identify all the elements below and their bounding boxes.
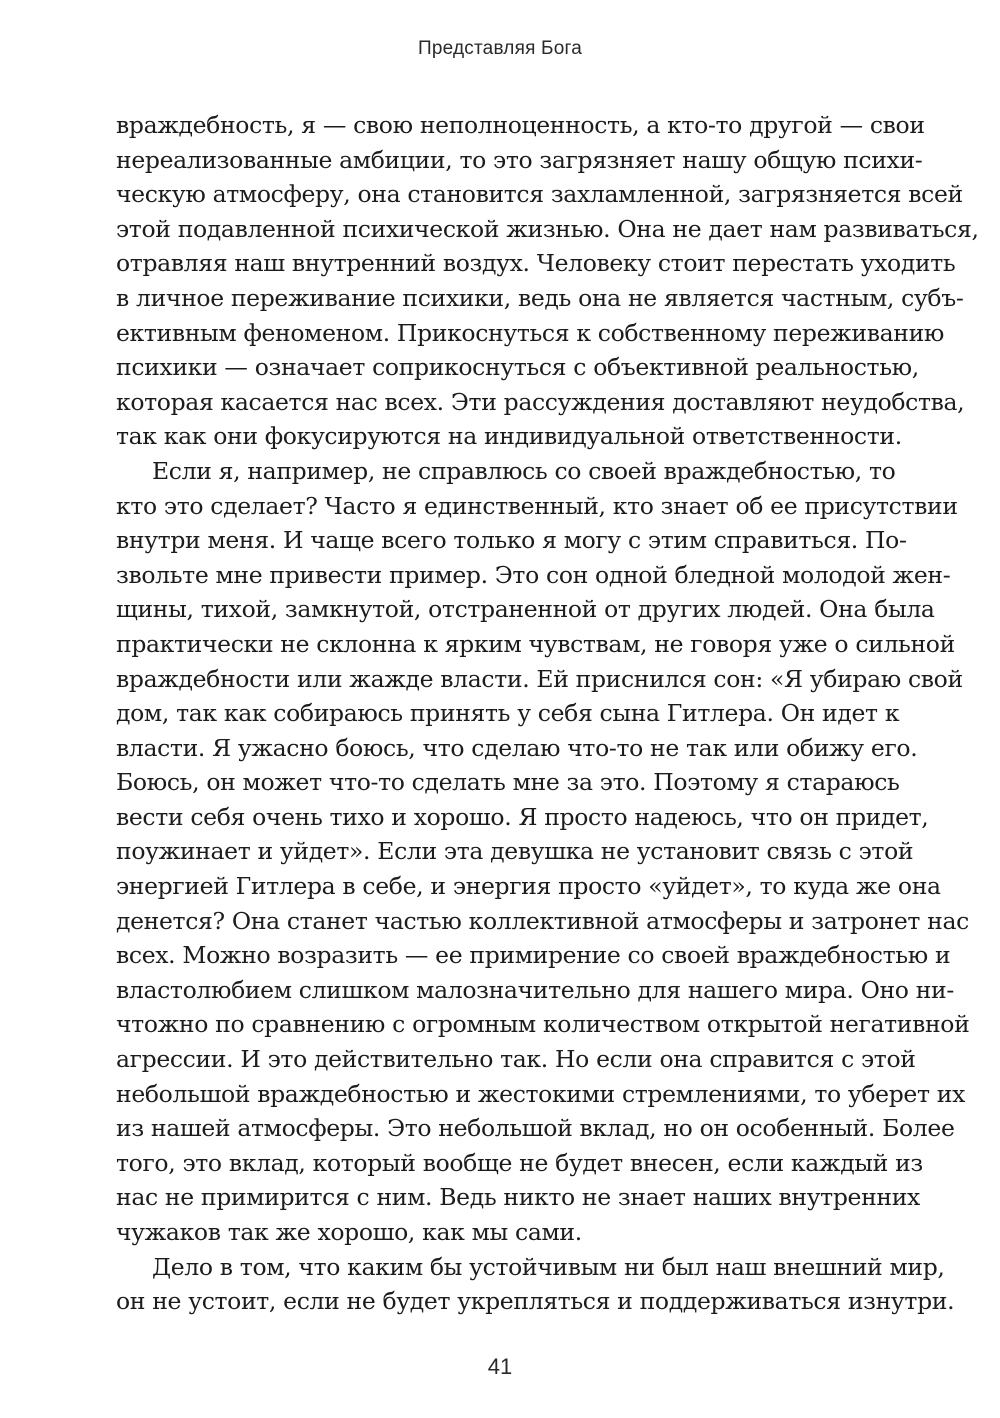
text-line: щины, тихой, замкнутой, отстраненной от других людей. Она была [116,595,935,624]
text-line: власти. Я ужасно боюсь, что сделаю что-то не так или обижу его. [116,733,918,762]
text-line: дом, так как собираюсь принять у себя сына Гитлера. Он идет к [116,699,900,728]
text-line: нас не примирится с ним. Ведь никто не знает наших внутренних [116,1183,920,1212]
text-line: внутри меня. И чаще всего только я могу с этим справиться. По- [116,526,907,555]
text-line: психики — означает соприкоснуться с объективной реальностью, [116,353,919,382]
text-line: Дело в том, что каким бы устойчивым ни был наш внешний мир, [152,1252,945,1281]
text-line: этой подавленной психической жизнью. Она не дает нам развиваться, [116,214,979,243]
text-line: враждебности или жажде власти. Ей приснился сон: «Я убираю свой [116,664,963,693]
text-line: враждебность, я — свою неполноценность, а кто-то другой — свои [116,111,925,139]
text-line: Если я, например, не справлюсь со своей враждебностью, то [152,456,896,485]
text-line: практически не склонна к ярким чувствам, не говоря уже о сильной [116,629,955,658]
text-line: он не устоит, если не будет укрепляться и поддерживаться изнутри. [116,1287,955,1316]
text-line: денется? Она станет частью коллективной атмосферы и затронет нас [116,906,969,935]
text-line: так как они фокусируются на индивидуальной ответственности. [116,422,902,451]
text-line: вести себя очень тихо и хорошо. Я просто надеюсь, что он придет, [116,802,929,831]
text-line: звольте мне привести пример. Это сон одной бледной молодой жен- [116,560,951,589]
page-number: 41 [487,1354,513,1379]
text-line: небольшой враждебностью и жестокими стремлениями, то уберет их [116,1079,965,1108]
text-line: всех. Можно возразить — ее примирение со своей враждебностью и [116,941,951,970]
text-line: нереализованные амбиции, то это загрязняет нашу общую психи- [116,145,923,174]
text-line: агрессии. И это действительно так. Но если она справится с этой [116,1045,916,1074]
text-line: властолюбием слишком малозначительно для нашего мира. Оно ни- [116,975,954,1004]
body-text [116,108,979,1319]
text-line: из нашей атмосферы. Это небольшой вклад, но он особенный. Более [116,1114,955,1143]
running-header: Представляя Бога [418,38,582,59]
text-line: ческую атмосферу, она становится захламленной, загрязняется всей [116,180,963,209]
text-line: которая касается нас всех. Эти рассуждения доставляют неудобства, [116,387,965,416]
text-line: энергией Гитлера в себе, и энергия просто «уйдет», то куда же она [116,872,941,901]
text-line: в личное переживание психики, ведь она не является частным, субъ- [116,283,964,312]
text-line: отравляя наш внутренний воздух. Человеку стоит перестать уходить [116,249,956,278]
text-line: кто это сделает? Часто я единственный, кто знает об ее присутствии [116,491,958,520]
text-line: чужаков так же хорошо, как мы сами. [116,1218,582,1246]
text-line: ективным феноменом. Прикоснуться к собственному переживанию [116,318,945,347]
text-line: чтожно по сравнению с огромным количеством открытой негативной [116,1010,970,1039]
text-line: Боюсь, он может что-то сделать мне за это. Поэтому я стараюсь [116,768,900,797]
text-line: поужинает и уйдет». Если эта девушка не установит связь с этой [116,837,914,866]
text-line: того, это вклад, который вообще не будет внесен, если каждый из [116,1148,923,1177]
